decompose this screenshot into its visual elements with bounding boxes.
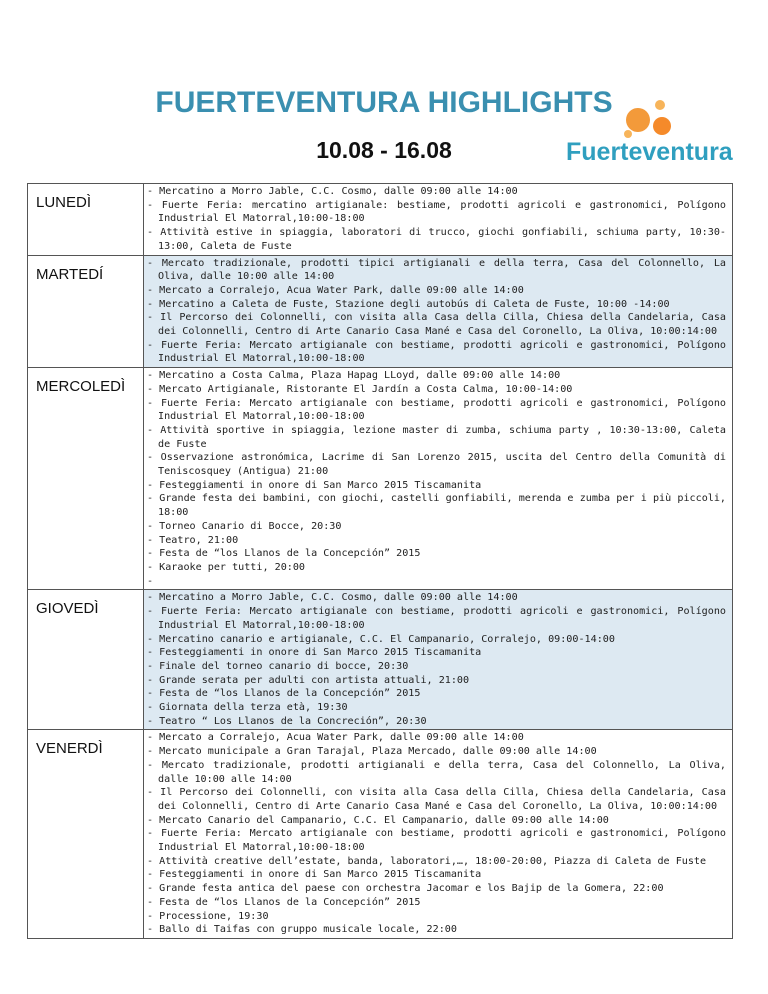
event-item: - Festa de “los Llanos de la Concepción” 2015 bbox=[147, 896, 421, 908]
event-item: - Ballo di Taifas con gruppo musicale locale, 22:00 bbox=[147, 924, 457, 936]
event-item: - Fuerte Feria: Mercato artigianale con bestiame, prodotti agricoli e gastronomici, Polígono Industrial El Matorral,10:00-18:00 bbox=[147, 606, 726, 631]
fuerteventura-logo bbox=[566, 98, 734, 168]
day-label: LUNEDÌ bbox=[28, 184, 144, 256]
event-item: - Giornata della terza età, 19:30 bbox=[147, 702, 348, 714]
event-item: - bbox=[147, 575, 154, 587]
event-item: - Festa de “los Llanos de la Concepción” 2015 bbox=[147, 548, 421, 560]
event-item: - Mercato a Corralejo, Acua Water Park, dalle 09:00 alle 14:00 bbox=[147, 732, 524, 744]
event-item: - Mercatino a Morro Jable, C.C. Cosmo, dalle 09:00 alle 14:00 bbox=[147, 592, 518, 604]
event-item: - Mercatino a Caleta de Fuste, Stazione degli autobús di Caleta de Fuste, 10:00 -14:00 bbox=[147, 298, 670, 310]
event-item: - Attività sportive in spiaggia, lezione master di zumba, schiuma party , 10:30-13:00, Caleta de Fuste bbox=[147, 424, 726, 450]
event-item: - Fuerte Feria: Mercato artigianale con bestiame, prodotti agricoli e gastronomici, Polígono Industrial El Matorral,10:00-18:00 bbox=[147, 828, 726, 854]
event-item: - Attività estive in spiaggia, laboratori di trucco, giochi gonfiabili, schiuma party, 10:30-13:00, Caleta de Fuste bbox=[147, 227, 726, 252]
event-item: - Grande serata per adulti con artista attuali, 21:00 bbox=[147, 674, 470, 686]
event-item: - Festeggiamenti in onore di San Marco 2015 Tiscamanita bbox=[147, 479, 482, 491]
event-item: - Mercato Artigianale, Ristorante El Jardín a Costa Calma, 10:00-14:00 bbox=[147, 383, 573, 395]
event-item: - Grande festa dei bambini, con giochi, castelli gonfiabili, merenda e zumba per i più piccoli, 18:00 bbox=[147, 493, 726, 519]
event-item: - Mercato tradizionale, prodotti tipici artigianali e della terra, Casa del Colonnello, La Oliva, dalle 10:00 alle 14:00 bbox=[147, 257, 726, 283]
day-label: GIOVEDÌ bbox=[28, 590, 144, 730]
event-item: - Attività creative dell’estate, banda, laboratori,…, 18:00-20:00, Piazza di Caleta de Fuste bbox=[147, 855, 707, 867]
event-item: - Festa de “los Llanos de la Concepción” 2015 bbox=[147, 688, 421, 700]
event-item: - Processione, 19:30 bbox=[147, 910, 269, 922]
day-events bbox=[144, 368, 733, 590]
event-item: - Teatro “ Los Llanos de la Concreción”, 20:30 bbox=[147, 715, 427, 727]
schedule-row bbox=[28, 368, 733, 590]
schedule-row bbox=[28, 255, 733, 368]
event-item: - Mercatino a Morro Jable, C.C. Cosmo, dalle 09:00 alle 14:00 bbox=[147, 186, 518, 197]
event-item: - Fuerte Feria: mercatino artigianale: bestiame, prodotti agricoli e gastronomici, Polígono Industrial El Matorral,10:00-18:00 bbox=[147, 199, 726, 225]
event-item: - Festeggiamenti in onore di San Marco 2015 Tiscamanita bbox=[147, 869, 482, 881]
event-item: - Mercato Canario del Campanario, C.C. El Campanario, dalle 09:00 alle 14:00 bbox=[147, 814, 609, 826]
schedule-table bbox=[27, 183, 733, 939]
event-item: - Mercato tradizionale, prodotti artigianali e della terra, Casa del Colonnello, La Oliva, dalle 10:00 alle 14:00 bbox=[147, 759, 726, 785]
day-label: MARTEDÍ bbox=[28, 255, 144, 368]
day-label: MERCOLEDÌ bbox=[28, 368, 144, 590]
day-events bbox=[144, 255, 733, 368]
schedule-row bbox=[28, 730, 733, 939]
event-item: - Mercatino a Costa Calma, Plaza Hapag LLoyd, dalle 09:00 alle 14:00 bbox=[147, 370, 561, 382]
event-item: - Mercatino canario e artigianale, C.C. El Campanario, Corralejo, 09:00-14:00 bbox=[147, 633, 615, 645]
event-item: - Fuerte Feria: Mercato artigianale con bestiame, prodotti agricoli e gastronomici, Polígono Industrial El Matorral,10:00-18:00 bbox=[147, 397, 726, 423]
logo-wordmark: Fuerteventura bbox=[566, 138, 733, 166]
day-events bbox=[144, 730, 733, 939]
schedule-row bbox=[28, 590, 733, 730]
event-item: - Mercato municipale a Gran Tarajal, Plaza Mercado, dalle 09:00 alle 14:00 bbox=[147, 746, 597, 758]
day-events bbox=[144, 590, 733, 730]
day-label: VENERDÌ bbox=[28, 730, 144, 939]
event-item: - Il Percorso dei Colonnelli, con visita alla Casa della Cilla, Chiesa della Candelaria, Casa dei Colonnelli, Centro di Arte Canario Casa Mané e Casa del Coronello, La Oliva, 10:00:14:00 bbox=[147, 312, 726, 338]
event-item: - Osservazione astronómica, Lacrime di San Lorenzo 2015, uscita del Centro della Comunità di Teniscosquey (Antigua) 21:00 bbox=[147, 452, 726, 478]
event-item: - Grande festa antica del paese con orchestra Jacomar e los Bajip de la Gomera, 22:00 bbox=[147, 883, 664, 895]
event-item: - Il Percorso dei Colonnelli, con visita alla Casa della Cilla, Chiesa della Candelaria, Casa dei Colonnelli, Centro di Arte Canario Casa Mané e Casa del Coronello, La Oliva, 10:00:14:00 bbox=[147, 787, 726, 812]
date-range: 10.08 - 16.08 bbox=[316, 137, 452, 163]
event-item: - Karaoke per tutti, 20:00 bbox=[147, 561, 306, 573]
event-item: - Teatro, 21:00 bbox=[147, 534, 239, 546]
page-title: FUERTEVENTURA HIGHLIGHTS bbox=[155, 86, 613, 119]
event-item: - Torneo Canario di Bocce, 20:30 bbox=[147, 520, 342, 532]
schedule-row bbox=[28, 184, 733, 256]
event-item: - Fuerte Feria: Mercato artigianale con bestiame, prodotti agricoli e gastronomici, Polígono Industrial El Matorral,10:00-18:00 bbox=[147, 339, 726, 365]
logo-sun-icon bbox=[566, 98, 734, 140]
event-item: - Festeggiamenti in onore di San Marco 2015 Tiscamanita bbox=[147, 647, 482, 659]
event-item: - Mercato a Corralejo, Acua Water Park, dalle 09:00 alle 14:00 bbox=[147, 284, 524, 296]
event-item: - Finale del torneo canario di bocce, 20:30 bbox=[147, 660, 409, 672]
day-events bbox=[144, 184, 733, 256]
